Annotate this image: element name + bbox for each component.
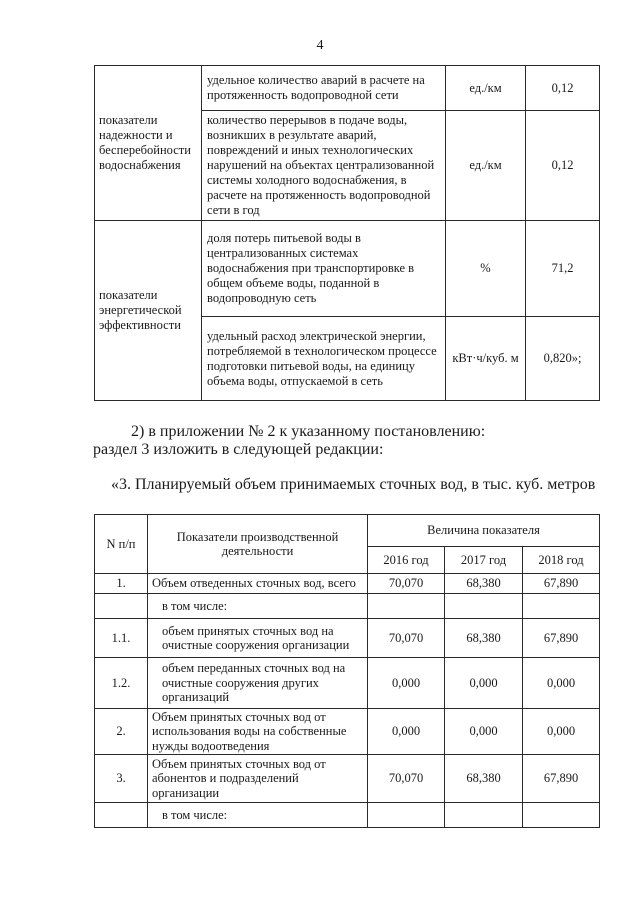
indicator-value: 0,820»; — [526, 317, 600, 401]
group-energy-efficiency: показатели энергетической эффективности — [95, 221, 202, 401]
row-value-2017: 68,380 — [445, 619, 523, 658]
row-value-2016 — [368, 594, 445, 619]
row-number — [95, 594, 148, 619]
table-header-row — [95, 515, 600, 547]
row-value-2016: 0,000 — [368, 658, 445, 709]
page-number: 4 — [316, 38, 324, 53]
row-indicator: в том числе: — [148, 594, 368, 619]
row-number — [95, 803, 148, 828]
row-number: 1.2. — [95, 658, 148, 709]
row-value-2016: 0,000 — [368, 709, 445, 755]
header-year: 2018 год — [523, 547, 600, 574]
header-year: 2016 год — [368, 547, 445, 574]
table-row — [95, 221, 600, 317]
paragraph-section: раздел 3 изложить в следующей редакции: — [93, 441, 384, 458]
row-indicator: объем переданных сточных вод на очистные сооружения других организаций — [148, 658, 368, 709]
row-value-2017 — [445, 803, 523, 828]
row-number: 1. — [95, 574, 148, 594]
row-value-2018 — [523, 803, 600, 828]
indicators-table — [94, 65, 600, 401]
indicator-description: количество перерывов в подаче воды, возникших в результате аварий, повреждений и иных технологических нарушений на объектах централизованной системы холодного водоснабжения, в расчете на протяженность водопроводной сети в год — [202, 111, 446, 221]
row-number: 1.1. — [95, 619, 148, 658]
indicator-value: 0,12 — [526, 66, 600, 111]
row-indicator: объем принятых сточных вод на очистные сооружения организации — [148, 619, 368, 658]
table-row — [95, 66, 600, 111]
indicator-value: 0,12 — [526, 111, 600, 221]
indicator-unit: кВт·ч/куб. м — [446, 317, 526, 401]
indicator-unit: ед./км — [446, 66, 526, 111]
group-reliability: показатели надежности и бесперебойности водоснабжения — [95, 66, 202, 221]
row-value-2016: 70,070 — [368, 574, 445, 594]
row-value-2017: 68,380 — [445, 755, 523, 803]
header-value: Величина показателя — [368, 515, 600, 547]
table-row — [95, 803, 600, 828]
table-row — [95, 594, 600, 619]
row-value-2017: 0,000 — [445, 658, 523, 709]
row-indicator: Объем принятых сточных вод от абонентов и подразделений организации — [148, 755, 368, 803]
wastewater-table — [94, 514, 600, 828]
table-row — [95, 619, 600, 658]
row-number: 2. — [95, 709, 148, 755]
section-heading: «3. Планируемый объем принимаемых сточных вод, в тыс. куб. метров — [111, 476, 596, 493]
row-value-2017: 0,000 — [445, 709, 523, 755]
indicator-value: 71,2 — [526, 221, 600, 317]
row-value-2018: 67,890 — [523, 755, 600, 803]
indicator-unit: % — [446, 221, 526, 317]
row-number: 3. — [95, 755, 148, 803]
row-value-2017 — [445, 594, 523, 619]
indicator-description: доля потерь питьевой воды в централизованных системах водоснабжения при транспортировке в общем объеме воды, поданной в водопроводную сеть — [202, 221, 446, 317]
table-row — [95, 658, 600, 709]
header-year: 2017 год — [445, 547, 523, 574]
table-row — [95, 709, 600, 755]
row-value-2016: 70,070 — [368, 755, 445, 803]
table-row — [95, 574, 600, 594]
row-value-2016: 70,070 — [368, 619, 445, 658]
header-indicators: Показатели производственной деятельности — [148, 515, 368, 574]
row-indicator: в том числе: — [148, 803, 368, 828]
row-value-2018 — [523, 594, 600, 619]
row-value-2018: 67,890 — [523, 619, 600, 658]
row-value-2018: 0,000 — [523, 658, 600, 709]
table-row — [95, 755, 600, 803]
row-value-2018: 67,890 — [523, 574, 600, 594]
indicator-description: удельный расход электрической энергии, потребляемой в технологическом процессе подготовки питьевой воды, на единицу объема воды, отпускаемой в сеть — [202, 317, 446, 401]
indicator-unit: ед./км — [446, 111, 526, 221]
indicator-description: удельное количество аварий в расчете на протяженность водопроводной сети — [202, 66, 446, 111]
row-value-2016 — [368, 803, 445, 828]
row-indicator: Объем отведенных сточных вод, всего — [148, 574, 368, 594]
paragraph-appendix: 2) в приложении № 2 к указанному постановлению: — [131, 423, 486, 440]
row-indicator: Объем принятых сточных вод от использования воды на собственные нужды водоотведения — [148, 709, 368, 755]
header-number: N п/п — [95, 515, 148, 574]
row-value-2018: 0,000 — [523, 709, 600, 755]
row-value-2017: 68,380 — [445, 574, 523, 594]
